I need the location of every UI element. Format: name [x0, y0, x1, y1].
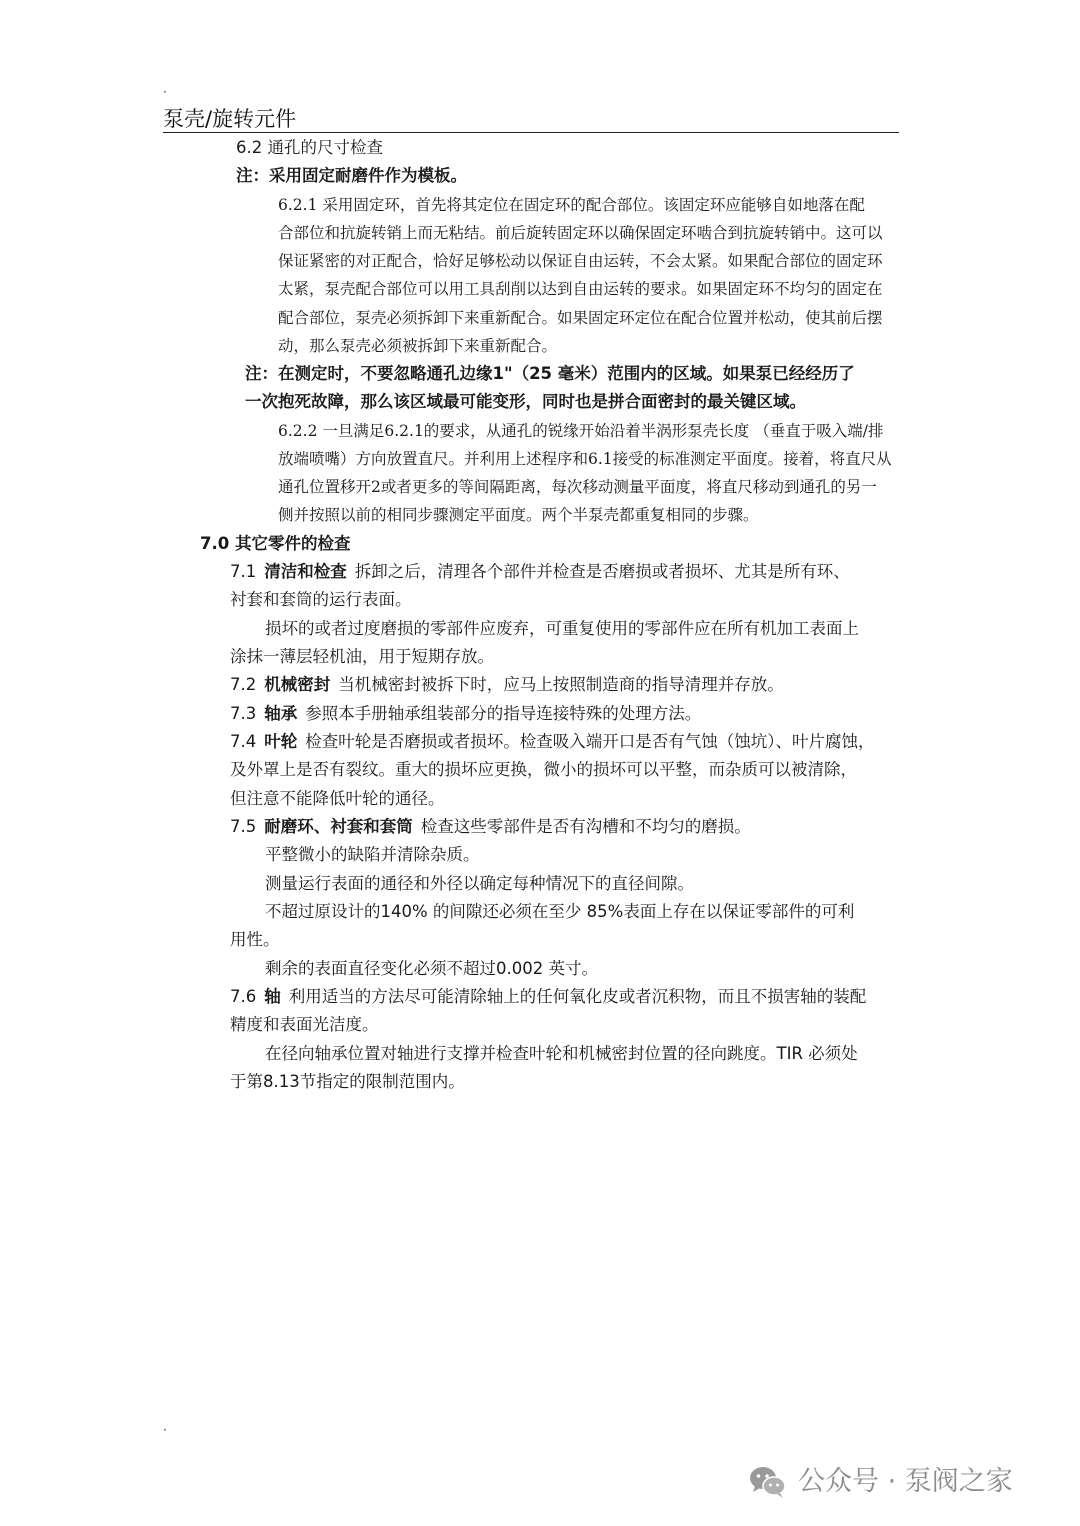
- section-7-4-title: 叶轮: [264, 732, 298, 751]
- section-7-5-text: 平整微小的缺陷并清除杂质。: [265, 845, 480, 864]
- section-6-2-note: 注：采用固定耐磨件作为模板。: [236, 166, 467, 185]
- section-7-3-number: 7.3: [230, 704, 257, 723]
- section-6-2-note2-line: 一次抱死故障，那么该区域最可能变形，同时也是拼合面密封的最关键区域。: [245, 392, 806, 411]
- section-7-1-line: [230, 560, 850, 584]
- section-7-4-number: 7.4: [230, 732, 257, 751]
- section-7-2-line: [230, 673, 784, 697]
- para-6-2-1-line: 动，那么泵壳必须被拆卸下来重新配合。: [278, 337, 558, 355]
- section-7-6-text: 在径向轴承位置对轴进行支撑并检查叶轮和机械密封位置的径向跳度。TIR 必须处: [265, 1044, 858, 1063]
- para-6-2-1-line: 太紧，泵壳配合部位可以用工具刮削以达到自由运转的要求。如果固定环不均匀的固定在: [278, 280, 883, 298]
- page-header-title: 泵壳/旋转元件: [163, 107, 297, 131]
- section-7-4-text: 检查叶轮是否磨损或者损坏。检查吸入端开口是否有气蚀（蚀坑）、叶片腐蚀，: [305, 732, 875, 751]
- section-7-6-text: 精度和表面光洁度。: [230, 1015, 379, 1034]
- section-7-1-text: 拆卸之后，清理各个部件并检查是否磨损或者损坏、尤其是所有环、: [354, 562, 850, 581]
- wechat-icon: [748, 1464, 788, 1500]
- section-6-2-heading: 6.2 通孔的尺寸检查: [236, 138, 383, 157]
- section-7-5-number: 7.5: [230, 817, 257, 836]
- para-6-2-2-line: 放端喷嘴）方向放置直尺。并利用上述程序和6.1接受的标准测定平面度。接着，将直尺从: [278, 450, 892, 468]
- watermark-label: 公众号 · 泵阀之家: [798, 1466, 1013, 1497]
- section-7-1-number: 7.1: [230, 562, 257, 581]
- section-7-4-line: [230, 730, 875, 754]
- para-6-2-2-line: 6.2.2 一旦满足6.2.1的要求，从通孔的锐缘开始沿着半涡形泵壳长度 （垂直于吸入端/排: [278, 422, 884, 440]
- para-6-2-1-line: 保证紧密的对正配合，恰好足够松动以保证自由运转，不会太紧。如果配合部位的固定环: [278, 252, 883, 270]
- section-7-5-text: 检查这些零部件是否有沟槽和不均匀的磨损。: [420, 817, 751, 836]
- section-7-6-text: 于第8.13节指定的限制范围内。: [230, 1072, 465, 1091]
- section-7-5-text: 测量运行表面的通径和外径以确定每种情况下的直径间隙。: [265, 874, 694, 893]
- section-7-1-title: 清洁和检查: [264, 562, 347, 581]
- section-7-5-text: 剩余的表面直径变化必须不超过0.002 英寸。: [265, 959, 598, 978]
- watermark: [748, 1462, 1013, 1502]
- section-7-6-line: [230, 985, 866, 1009]
- para-6-2-2-line: 通孔位置移开2或者更多的等间隔距离，每次移动测量平面度，将直尺移动到通孔的另一: [278, 478, 877, 496]
- bottom-dot: ·: [163, 1423, 167, 1437]
- top-dot: ·: [163, 85, 167, 99]
- para-6-2-1-line: 6.2.1 采用固定环，首先将其定位在固定环的配合部位。该固定环应能够自如地落在配: [278, 196, 865, 214]
- section-7-5-line: [230, 815, 751, 839]
- section-7-2-title: 机械密封: [264, 675, 331, 694]
- section-7-6-title: 轴: [264, 987, 281, 1006]
- section-7-5-title: 耐磨环、衬套和套筒: [264, 817, 413, 836]
- section-6-2-note2-line: 注：在测定时，不要忽略通孔边缘1"（25 毫米）范围内的区域。如果泵已经经历了: [245, 364, 855, 383]
- para-6-2-2-line: 侧并按照以前的相同步骤测定平面度。两个半泵壳都重复相同的步骤。: [278, 506, 759, 524]
- section-7-3-title: 轴承: [264, 704, 298, 723]
- section-7-6-number: 7.6: [230, 987, 257, 1006]
- header-divider: [163, 132, 899, 133]
- para-6-2-1-line: 配合部位，泵壳必须拆卸下来重新配合。如果固定环定位在配合位置并松动，使其前后摆: [278, 309, 883, 327]
- section-7-4-text: 及外罩上是否有裂纹。重大的损坏应更换，微小的损坏可以平整，而杂质可以被清除，: [230, 760, 857, 779]
- section-7-5-text: 不超过原设计的140% 的间隙还必须在至少 85%表面上存在以保证零部件的可利: [265, 902, 855, 921]
- section-7-5-text: 用性。: [230, 930, 280, 949]
- section-7-3-line: [230, 702, 701, 726]
- section-7-3-text: 参照本手册轴承组装部分的指导连接特殊的处理方法。: [305, 704, 702, 723]
- section-7-1-text: 涂抹一薄层轻机油，用于短期存放。: [230, 647, 494, 666]
- section-7-1-text: 衬套和套筒的运行表面。: [230, 590, 412, 609]
- section-7-2-text: 当机械密封被拆下时，应马上按照制造商的指导清理并存放。: [338, 675, 784, 694]
- section-7-4-text: 但注意不能降低叶轮的通径。: [230, 789, 445, 808]
- para-6-2-1-line: 合部位和抗旋转销上而无粘结。前后旋转固定环以确保固定环啮合到抗旋转销中。这可以: [278, 224, 883, 242]
- section-7-0-heading: 7.0 其它零件的检查: [200, 534, 351, 553]
- section-7-6-text: 利用适当的方法尽可能清除轴上的任何氧化皮或者沉积物，而且不损害轴的装配: [288, 987, 867, 1006]
- section-7-1-text: 损坏的或者过度磨损的零部件应废弃，可重复使用的零部件应在所有机加工表面上: [265, 619, 859, 638]
- section-7-2-number: 7.2: [230, 675, 257, 694]
